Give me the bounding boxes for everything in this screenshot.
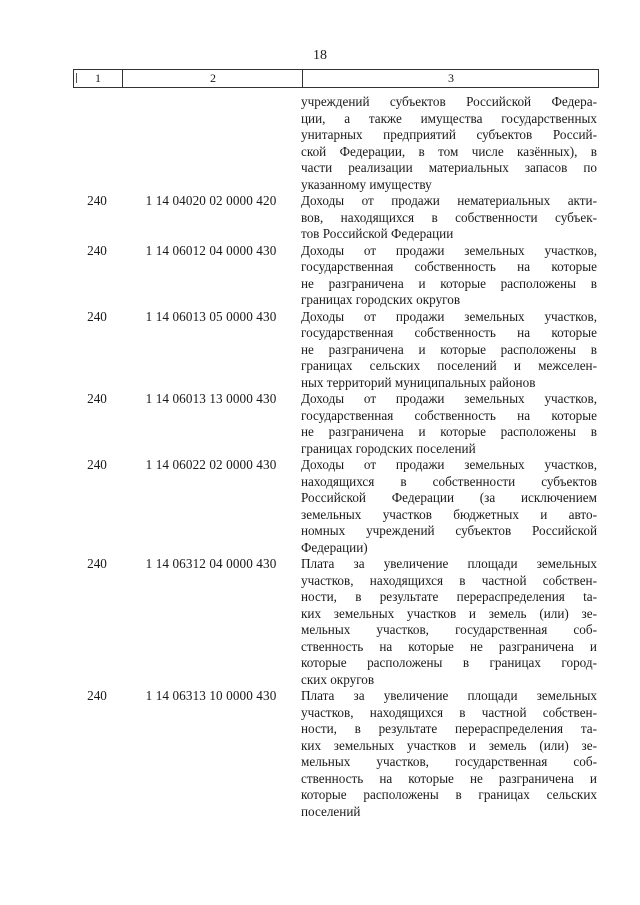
revenue-name-line: Российской Федерации (за исключением [301,490,597,505]
revenue-name-line: государственная собственность на которые [301,325,597,340]
table-row [73,688,597,820]
revenue-name-line: ности, в результате перераспределения та- [301,721,597,736]
table-row [73,556,597,688]
revenue-name-line: которые расположены в границах сельских [301,787,597,802]
table-row [73,243,597,309]
revenue-name-line: мельных участков, государственная соб- [301,622,597,637]
revenue-name-line: части реализации материальных запасов по [301,160,597,175]
revenue-name-line: ственность на которые не разграничена и [301,638,597,654]
admin-code-cell: 240 [87,242,107,258]
revenue-name-line: вов, находящихся в собственности субъек- [301,209,597,225]
revenue-name-line: государственная собственность на которые [301,407,597,423]
header-col-2 [122,70,303,87]
revenue-name-line: Доходы от продажи земельных участков, [301,308,597,324]
revenue-name-cell [301,556,597,688]
revenue-name-line: Плата за увеличение площади земельных [301,556,597,571]
admin-code-cell: 240 [87,457,107,472]
revenue-name-line: номных учреждений субъектов Российской [301,523,597,538]
page-number: 18 [313,48,327,63]
revenue-name-line: земельных участков бюджетных и авто- [301,506,597,522]
table-row [73,391,597,457]
admin-code-cell: 240 [87,556,107,571]
revenue-name-cell [301,193,597,243]
revenue-name-cell [301,688,597,820]
revenue-name-line: Федерации) [301,539,368,555]
table-row [73,309,597,392]
revenue-name-line: указанному имуществу [301,176,432,192]
header-col-3 [302,70,599,87]
revenue-name-line: границах сельских поселений и межселен- [301,358,597,373]
revenue-name-line: ности, в результате перераспределения ta- [301,589,597,604]
revenue-name-line: не разграничена и которые расположены в [301,424,597,439]
revenue-name-line: ных территорий муниципальных районов [301,374,536,390]
table-header [73,69,599,88]
revenue-name-cell [301,391,597,457]
header-col-3-label: 3 [448,71,454,85]
table-row [73,193,597,243]
revenue-name-line: ской Федерации, в том числе казённых), в [301,143,597,159]
revenue-code-cell: 1 14 06312 04 0000 430 [145,556,277,571]
revenue-code-cell: 1 14 06013 13 0000 430 [145,391,277,406]
revenue-name-line: Доходы от продажи земельных участков, [301,457,597,472]
revenue-name-line: Доходы от продажи земельных участков, [301,391,597,406]
revenue-name-line: находящихся в собственности субъектов [301,473,597,489]
revenue-name-line: учреждений субъектов Российской Федера- [301,94,597,109]
revenue-name-line: ции, а также имущества государственных [301,110,597,126]
admin-code-cell: 240 [87,308,107,324]
revenue-name-line: Доходы от продажи земельных участков, [301,242,597,258]
admin-code-cell: 240 [87,391,107,406]
revenue-name-line: участков, находящихся в частной собствен- [301,704,597,720]
revenue-name-cell [301,457,597,556]
table-row [73,457,597,556]
table-body [73,94,597,820]
revenue-name-line: мельных участков, государственная соб- [301,754,597,769]
revenue-name-line: тов Российской Федерации [301,226,454,241]
revenue-name-line: ких земельных участков и земель (или) зе- [301,737,597,753]
header-col-1-label: 1 [95,71,101,85]
revenue-name-line: не разграничена и которые расположены в [301,275,597,291]
revenue-name-line: участков, находящихся в частной собствен- [301,572,597,588]
revenue-name-cell [301,309,597,392]
header-tick-mark [76,73,83,83]
header-col-1 [74,70,122,87]
revenue-name-line: поселений [301,803,361,819]
revenue-code-cell: 1 14 06012 04 0000 430 [145,242,277,258]
revenue-name-line: границах городских поселений [301,440,476,456]
table-row [73,94,597,193]
revenue-code-cell: 1 14 06313 10 0000 430 [145,688,277,703]
revenue-name-line: не разграничена и которые расположены в [301,341,597,357]
revenue-name-cell [301,94,597,193]
revenue-code-cell: 1 14 04020 02 0000 420 [145,193,277,208]
revenue-name-line: государственная собственность на которые [301,259,597,274]
revenue-name-line: Плата за увеличение площади земельных [301,688,597,703]
revenue-code-cell: 1 14 06013 05 0000 430 [145,308,277,324]
admin-code-cell: 240 [87,688,107,703]
revenue-name-cell [301,243,597,309]
revenue-name-line: унитарных предприятий субъектов Россий- [301,127,597,142]
revenue-name-line: которые расположены в границах город- [301,655,597,670]
revenue-name-line: ких земельных участков и земель (или) зе- [301,605,597,621]
revenue-name-line: Доходы от продажи нематериальных акти- [301,193,597,208]
revenue-code-cell: 1 14 06022 02 0000 430 [145,457,277,472]
revenue-name-line: ских округов [301,671,375,687]
header-col-2-label: 2 [210,71,216,85]
revenue-name-line: ственность на которые не разграничена и [301,770,597,786]
admin-code-cell: 240 [87,193,107,208]
revenue-name-line: границах городских округов [301,292,461,307]
